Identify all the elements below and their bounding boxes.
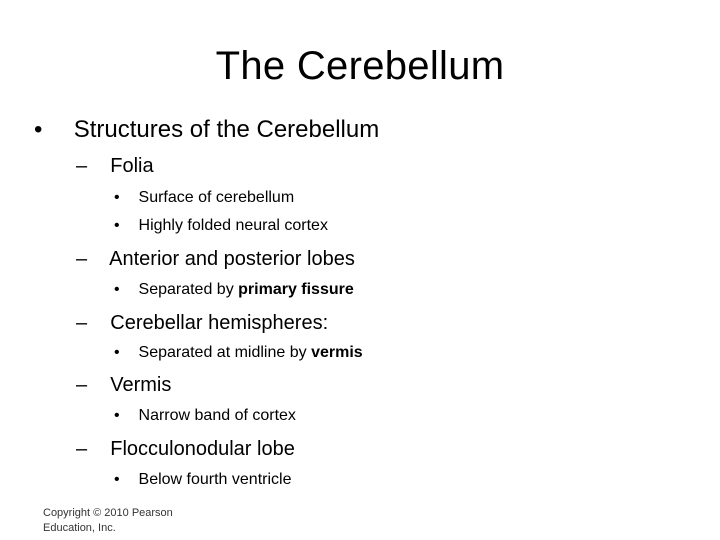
section-point-text: Highly folded neural cortex [138,217,328,234]
bullet-dash: – [76,438,88,460]
section-point-text: Narrow band of cortex [138,407,296,424]
section-point-text: Separated at midline by [138,344,312,361]
bullet-dot: • [114,281,120,298]
section-point [114,216,328,236]
slide-title: The Cerebellum [215,44,505,88]
bullet-dot: • [114,344,120,361]
section-point [114,470,291,490]
bullet-dash: – [76,155,88,177]
section-heading [76,437,295,461]
section-point-text: Surface of cerebellum [138,189,295,206]
section-heading-text: Anterior and posterior lobes [109,248,355,270]
section-point [114,188,294,208]
bullet-dot: • [114,217,120,234]
copyright-footer: Copyright © 2010 Pearson Education, Inc. [43,507,173,534]
section-heading-text: Folia [110,155,154,177]
section-point [114,280,354,300]
section-heading-text: Vermis [110,374,172,396]
main-point-text: Structures of the Cerebellum [73,116,380,143]
bullet-dot: • [114,471,120,488]
section-point-text: Below fourth ventricle [138,471,292,488]
section-point-text: Separated by [138,281,239,298]
bullet-dash: – [76,312,88,334]
main-point [34,116,379,144]
section-heading [76,373,171,397]
bullet-dot: • [114,407,120,424]
section-heading-text: Cerebellar hemispheres: [110,312,329,334]
bullet-dash: – [76,248,88,270]
section-point [114,343,363,363]
section-point-bold: vermis [311,344,363,361]
section-heading-text: Flocculonodular lobe [110,438,295,460]
bullet-dash: – [76,374,88,396]
bullet-dot: • [114,189,120,206]
section-point-bold: primary fissure [238,281,354,298]
section-heading [76,311,328,335]
section-point [114,406,296,426]
section-heading [76,154,154,178]
bullet-dot: • [34,116,43,143]
section-heading [76,247,355,271]
